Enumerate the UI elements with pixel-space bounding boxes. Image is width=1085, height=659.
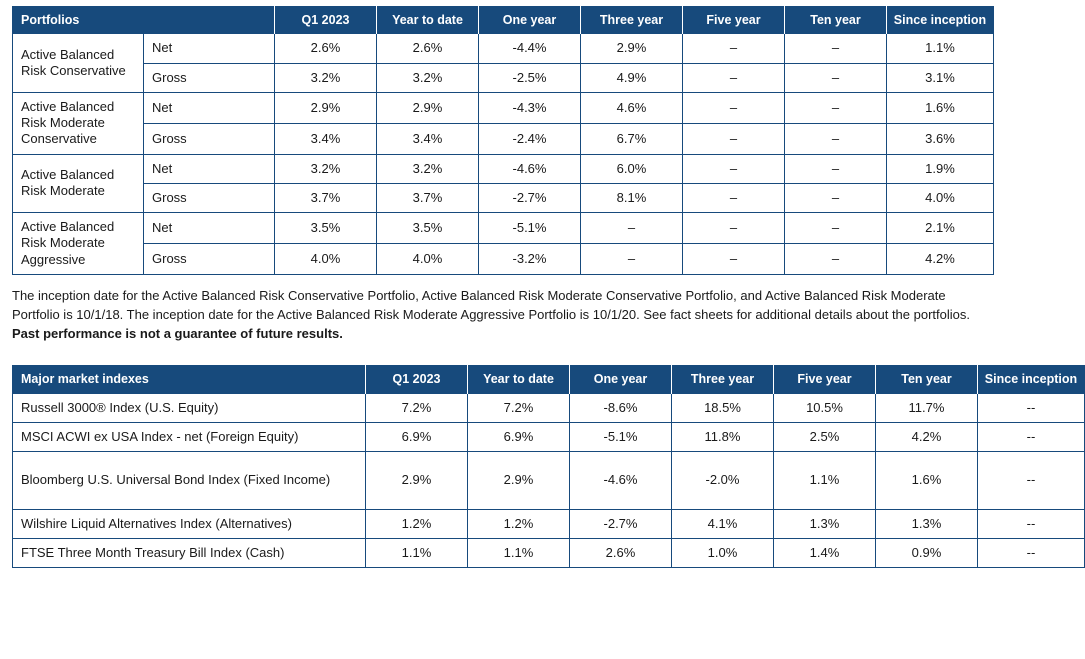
table-row (13, 154, 994, 183)
value-three-year: 4.1% (672, 509, 774, 538)
value-since-inception: -- (978, 423, 1085, 452)
value-since-inception: 1.1% (887, 34, 994, 63)
value-ten-year: – (785, 63, 887, 92)
portfolio-name: Active Balanced Risk Moderate Conservative (13, 92, 144, 154)
value-ten-year: – (785, 213, 887, 244)
indexes-table-body (13, 393, 1085, 567)
value-one-year: -5.1% (570, 423, 672, 452)
value-ytd: 4.0% (377, 244, 479, 275)
fee-type: Net (144, 213, 275, 244)
value-q1: 2.9% (366, 452, 468, 509)
index-name: MSCI ACWI ex USA Index - net (Foreign Equity) (13, 423, 366, 452)
header-row (13, 7, 994, 34)
value-ten-year: – (785, 244, 887, 275)
index-name: Russell 3000® Index (U.S. Equity) (13, 393, 366, 422)
value-five-year: – (683, 34, 785, 63)
header-year-to-date: Year to date (377, 7, 479, 34)
value-five-year: – (683, 154, 785, 183)
value-ytd: 3.5% (377, 213, 479, 244)
value-five-year: – (683, 123, 785, 154)
table-row (13, 123, 994, 154)
value-ten-year: 1.6% (876, 452, 978, 509)
value-q1: 6.9% (366, 423, 468, 452)
value-q1: 4.0% (275, 244, 377, 275)
header-ten-year: Ten year (876, 366, 978, 393)
value-one-year: 2.6% (570, 538, 672, 567)
value-ten-year: 4.2% (876, 423, 978, 452)
value-three-year: – (581, 213, 683, 244)
value-q1: 1.1% (366, 538, 468, 567)
value-since-inception: 4.0% (887, 183, 994, 212)
fee-type: Net (144, 34, 275, 63)
value-five-year: – (683, 244, 785, 275)
footnote-disclaimer: Past performance is not a guarantee of future results. (12, 325, 343, 341)
value-five-year: – (683, 213, 785, 244)
value-five-year: 1.1% (774, 452, 876, 509)
value-ten-year: – (785, 92, 887, 123)
index-name: Wilshire Liquid Alternatives Index (Alternatives) (13, 509, 366, 538)
value-ytd: 3.2% (377, 154, 479, 183)
value-ytd: 7.2% (468, 393, 570, 422)
value-one-year: -2.5% (479, 63, 581, 92)
index-name: FTSE Three Month Treasury Bill Index (Cash) (13, 538, 366, 567)
value-q1: 2.9% (275, 92, 377, 123)
value-ytd: 6.9% (468, 423, 570, 452)
value-ytd: 3.7% (377, 183, 479, 212)
value-one-year: -4.6% (479, 154, 581, 183)
value-since-inception: -- (978, 452, 1085, 509)
header-three-year: Three year (581, 7, 683, 34)
header-one-year: One year (479, 7, 581, 34)
value-one-year: -5.1% (479, 213, 581, 244)
table-row (13, 452, 1085, 509)
header-portfolios: Portfolios (13, 7, 275, 34)
table-row (13, 423, 1085, 452)
value-five-year: – (683, 63, 785, 92)
portfolios-table-header (13, 7, 994, 34)
table-row (13, 538, 1085, 567)
value-one-year: -3.2% (479, 244, 581, 275)
portfolios-performance-table (12, 6, 994, 275)
value-q1: 1.2% (366, 509, 468, 538)
value-ten-year: – (785, 123, 887, 154)
value-five-year: 2.5% (774, 423, 876, 452)
table-row (13, 213, 994, 244)
value-one-year: -8.6% (570, 393, 672, 422)
header-ten-year: Ten year (785, 7, 887, 34)
value-one-year: -2.7% (479, 183, 581, 212)
table-row (13, 183, 994, 212)
value-ten-year: – (785, 34, 887, 63)
index-name: Bloomberg U.S. Universal Bond Index (Fixed Income) (13, 452, 366, 509)
value-ytd: 2.6% (377, 34, 479, 63)
header-since-inception: Since inception (887, 7, 994, 34)
value-ten-year: 1.3% (876, 509, 978, 538)
fee-type: Net (144, 154, 275, 183)
value-since-inception: 3.1% (887, 63, 994, 92)
value-ten-year: – (785, 183, 887, 212)
fee-type: Net (144, 92, 275, 123)
header-row (13, 366, 1085, 393)
value-three-year: -2.0% (672, 452, 774, 509)
value-q1: 3.2% (275, 63, 377, 92)
footnote-block (12, 287, 973, 344)
value-ten-year: 0.9% (876, 538, 978, 567)
value-q1: 3.5% (275, 213, 377, 244)
major-market-indexes-table (12, 365, 1085, 568)
value-q1: 2.6% (275, 34, 377, 63)
value-three-year: – (581, 244, 683, 275)
value-three-year: 6.0% (581, 154, 683, 183)
value-five-year: – (683, 183, 785, 212)
value-three-year: 8.1% (581, 183, 683, 212)
value-one-year: -4.3% (479, 92, 581, 123)
header-three-year: Three year (672, 366, 774, 393)
header-since-inception: Since inception (978, 366, 1085, 393)
value-five-year: – (683, 92, 785, 123)
value-q1: 3.4% (275, 123, 377, 154)
portfolio-name: Active Balanced Risk Moderate Aggressive (13, 213, 144, 275)
value-five-year: 10.5% (774, 393, 876, 422)
table-row (13, 34, 994, 63)
value-q1: 3.2% (275, 154, 377, 183)
value-since-inception: -- (978, 393, 1085, 422)
value-ten-year: – (785, 154, 887, 183)
value-ytd: 1.1% (468, 538, 570, 567)
value-q1: 3.7% (275, 183, 377, 212)
fee-type: Gross (144, 123, 275, 154)
value-one-year: -4.4% (479, 34, 581, 63)
value-since-inception: -- (978, 538, 1085, 567)
table-row (13, 244, 994, 275)
table-row (13, 393, 1085, 422)
value-three-year: 18.5% (672, 393, 774, 422)
value-three-year: 2.9% (581, 34, 683, 63)
fee-type: Gross (144, 244, 275, 275)
value-three-year: 4.9% (581, 63, 683, 92)
value-since-inception: 4.2% (887, 244, 994, 275)
header-major-market-indexes: Major market indexes (13, 366, 366, 393)
header-q1-2023: Q1 2023 (366, 366, 468, 393)
value-one-year: -2.7% (570, 509, 672, 538)
value-since-inception: 1.6% (887, 92, 994, 123)
value-one-year: -4.6% (570, 452, 672, 509)
value-ytd: 3.2% (377, 63, 479, 92)
portfolio-name: Active Balanced Risk Conservative (13, 34, 144, 93)
header-year-to-date: Year to date (468, 366, 570, 393)
value-q1: 7.2% (366, 393, 468, 422)
fee-type: Gross (144, 63, 275, 92)
value-ytd: 3.4% (377, 123, 479, 154)
indexes-table-header (13, 366, 1085, 393)
value-since-inception: 3.6% (887, 123, 994, 154)
value-one-year: -2.4% (479, 123, 581, 154)
fee-type: Gross (144, 183, 275, 212)
header-five-year: Five year (774, 366, 876, 393)
value-three-year: 1.0% (672, 538, 774, 567)
value-ytd: 1.2% (468, 509, 570, 538)
value-since-inception: 2.1% (887, 213, 994, 244)
portfolio-name: Active Balanced Risk Moderate (13, 154, 144, 213)
section-spacer (12, 343, 973, 365)
value-three-year: 4.6% (581, 92, 683, 123)
table-row (13, 63, 994, 92)
header-one-year: One year (570, 366, 672, 393)
table-row (13, 92, 994, 123)
value-three-year: 6.7% (581, 123, 683, 154)
value-five-year: 1.3% (774, 509, 876, 538)
value-three-year: 11.8% (672, 423, 774, 452)
value-since-inception: 1.9% (887, 154, 994, 183)
footnote-paragraph: The inception date for the Active Balanced Risk Conservative Portfolio, Active Balanced Risk Moderate Conservative Portfolio, and Active Balanced Risk Moderate Portfolio is 10/1/18. The inception date for the Active Balanced Risk Moderate Aggressive Portfolio is 10/1/20. See fact sheets for additional details about the portfolios. (12, 287, 970, 322)
value-since-inception: -- (978, 509, 1085, 538)
value-ten-year: 11.7% (876, 393, 978, 422)
header-five-year: Five year (683, 7, 785, 34)
table-row (13, 509, 1085, 538)
value-five-year: 1.4% (774, 538, 876, 567)
value-ytd: 2.9% (377, 92, 479, 123)
header-q1-2023: Q1 2023 (275, 7, 377, 34)
value-ytd: 2.9% (468, 452, 570, 509)
portfolios-table-body (13, 34, 994, 275)
